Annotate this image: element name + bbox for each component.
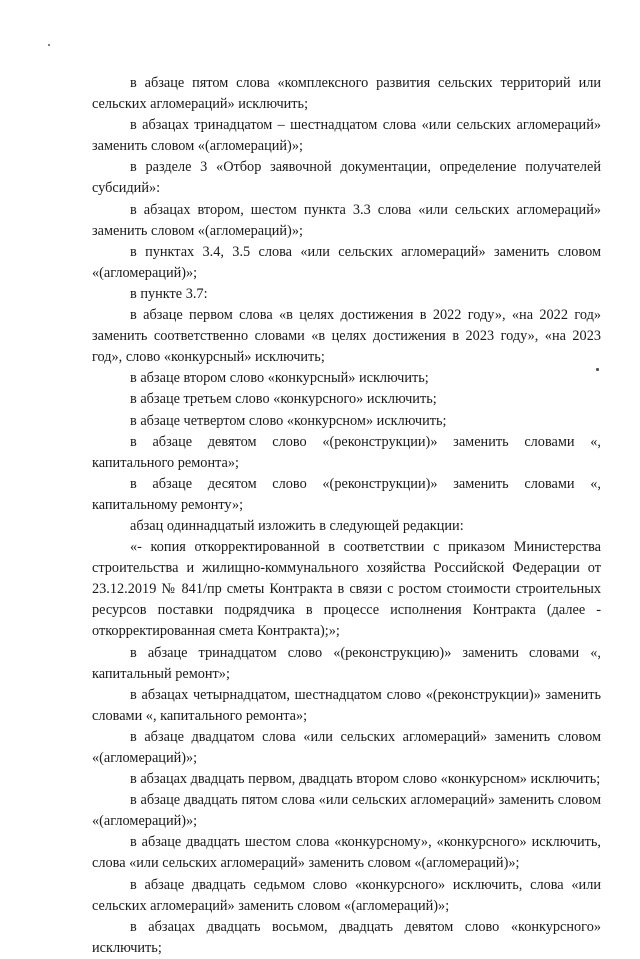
paragraph: в пунктах 3.4, 3.5 слова «или сельских агломераций» заменить словом «(агломераций)»; <box>92 243 601 281</box>
paragraph: в абзацах втором, шестом пункта 3.3 слова «или сельских агломераций» заменить словом «(агломераций)»; <box>92 201 601 239</box>
paragraph: в абзаце четвертом слово «конкурсном» исключить; <box>130 412 447 429</box>
paragraph: в абзацах тринадцатом – шестнадцатом слова «или сельских агломераций» заменить словом «(агломераций)»; <box>92 117 601 155</box>
paragraph: в абзаце двадцать седьмом слово «конкурсного» исключить, слова «или сельских агломераций» заменить словом «(агломераций)»; <box>92 876 601 914</box>
paragraph: в абзаце десятом слово «(реконструкции)» заменить словами «, капитальному ремонту»; <box>92 475 601 513</box>
paragraph: в абзаце двадцать пятом слова «или сельских агломераций» заменить словом «(агломераций)»; <box>92 792 601 830</box>
paragraph: «- копия откорректированной в соответствии с приказом Министерства строительства и жилищно-коммунального хозяйства Российской Федерации от 23.12.2019 № 841/пр сметы Контракта в связи с ростом стоимости строительных ресурсов поставки подрядчика в процессе исполнения Контракта (далее - откорректированная смета Контракта);»; <box>92 539 601 640</box>
paragraph: в пункте 3.7: <box>130 285 208 302</box>
document-body <box>92 73 601 959</box>
paragraph: в абзаце первом слова «в целях достижения в 2022 году», «на 2022 год» заменить соответственно словами «в целях достижения в 2023 году», «на 2023 год», слово «конкурсный» исключить; <box>92 307 601 366</box>
paragraph: в разделе 3 «Отбор заявочной документации, определение получателей субсидий»: <box>92 159 601 197</box>
paragraph: в абзаце третьем слово «конкурсного» исключить; <box>130 391 437 408</box>
paragraph: в абзаце втором слово «конкурсный» исключить; <box>130 370 429 387</box>
paragraph: в абзаце тринадцатом слово «(реконструкцию)» заменить словами «, капитальный ремонт»; <box>92 644 601 682</box>
paragraph: абзац одиннадцатый изложить в следующей редакции: <box>130 517 464 534</box>
paragraph: в абзаце двадцать шестом слова «конкурсному», «конкурсного» исключить, слова «или сельских агломераций» заменить словом «(агломераций)»; <box>92 834 601 872</box>
scan-speck <box>48 44 50 46</box>
paragraph: в абзаце пятом слова «комплексного развития сельских территорий или сельских агломераций» исключить; <box>92 75 601 113</box>
paragraph: в абзаце девятом слово «(реконструкции)» заменить словами «, капитального ремонта»; <box>92 433 601 471</box>
paragraph: в абзацах четырнадцатом, шестнадцатом слово «(реконструкции)» заменить словами «, капитального ремонта»; <box>92 686 601 724</box>
paragraph: в абзацах двадцать первом, двадцать втором слово «конкурсном» исключить; <box>130 771 601 788</box>
paragraph: в абзаце двадцатом слова «или сельских агломераций» заменить словом «(агломераций)»; <box>92 728 601 766</box>
paragraph: в абзацах двадцать восьмом, двадцать девятом слово «конкурсного» исключить; <box>92 918 601 956</box>
